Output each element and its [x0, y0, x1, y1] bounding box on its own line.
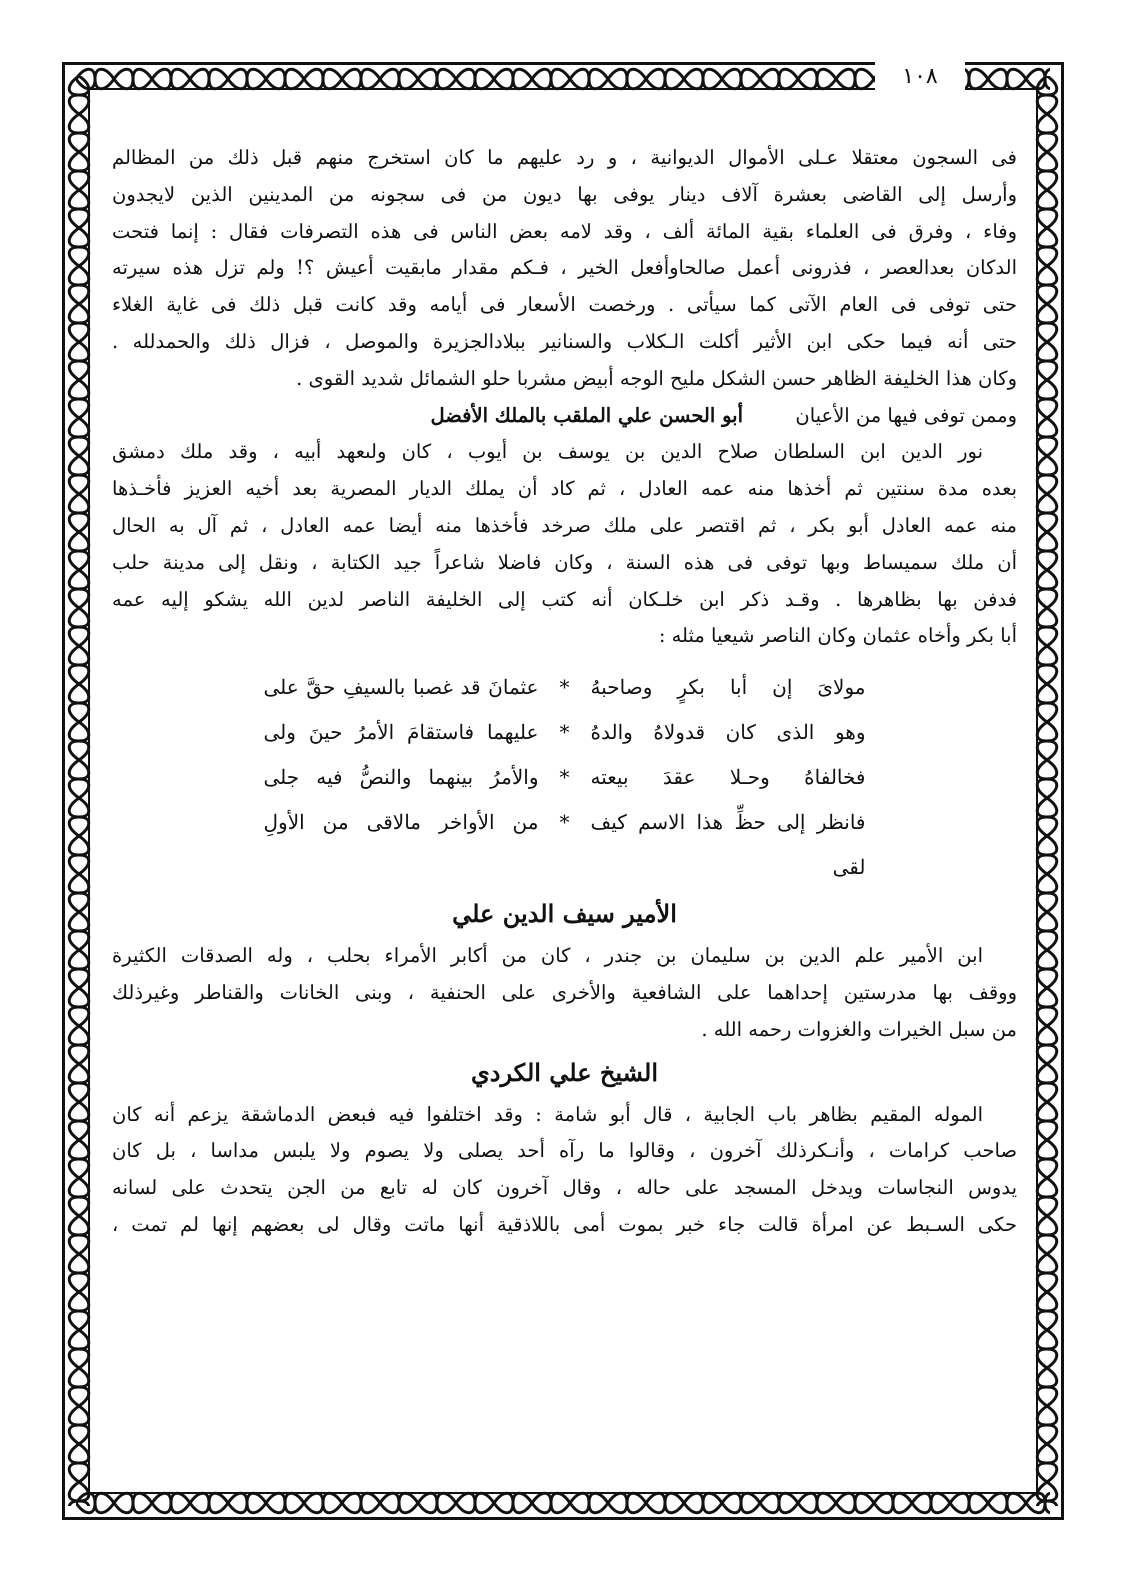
verse-right-hemistich: فانظر إلى حظِّ هذا الاسم كيف لقى [590, 810, 866, 880]
afdal-lead-text: وممن توفى فيها من الأعيان [795, 403, 1017, 427]
text-line: حكى السـبط عن امرأة قالت جاء خبر بموت أمى باللاذقية أنها ماتت وقال لى بعضهم إنها لم تمت ، [112, 1212, 1017, 1236]
text-line: فى السجون معتقلا عـلى الأموال الديوانية ، و رد عليهم ما كان استخرج منهم قبل ذلك من المظالم [112, 146, 1017, 169]
chain-ornament-left [64, 76, 94, 1506]
paragraph-sayf [112, 938, 1017, 1048]
sayf-heading: الأمير سيف الدين علي [452, 899, 677, 929]
chain-ornament-bottom [76, 1488, 1050, 1518]
page-number-box [875, 60, 965, 92]
text-line: بعده مدة سنتين ثم أخذها منه عمه العادل ، ثم كاد أن يملك الديار المصرية بعد أخيه العزيز فأخـذها [112, 477, 1017, 501]
text-line: أبا بكر وأخاه عثمان وكان الناصر شيعيا مثله : [658, 624, 1017, 648]
text-line: أن ملك سميساط وبها توفى فى هذه السنة ، وكان فاضلا شاعراً جيد الكتابة ، ونقل إلى مدينة حلب [112, 550, 1017, 574]
poem-verse [112, 710, 1017, 755]
verse-left-hemistich: والأمرُ بينهما والنصُّ فيه جلى [263, 765, 539, 790]
poem-verse [112, 665, 1017, 710]
verse-left-hemistich: من الأواخر مالاقى من الأولِ [263, 810, 539, 835]
verse-left-hemistich: عليهما فاستقامَ الأمرُ حينَ ولى [263, 720, 539, 745]
verse-right-hemistich: مولاىَ إن أبا بكرٍ وصاحبهُ [590, 675, 866, 700]
poem [112, 665, 1017, 890]
text-line: فدفن بها بظاهرها . وقـد ذكر ابن خلـكان أنه كتب إلى الخليفة الناصر لدين الله يشكو إليه عمه [112, 587, 1017, 611]
chain-ornament-right [1032, 76, 1062, 1506]
text-line: وكان هذا الخليفة الظاهر حسن الشكل مليح الوجه أبيض مشربا حلو الشمائل شديد القوى . [296, 366, 1017, 390]
verse-left-hemistich: عثمانَ قد غصبا بالسيفِ حقَّ على [263, 675, 539, 700]
text-line: وفاء ، وفرق فى العلماء بقية المائة ألف ، وقد لامه بعض الناس فى هذه التصرفات فقال : إنما فتحت [112, 219, 1017, 243]
paragraph-afdal [112, 434, 1017, 655]
text-line: حتى أنه فيما حكى ابن الأثير أكلت الـكلاب والسنانير ببلادالجزيرة والموصل ، فزال ذلك والحمدلله . [112, 329, 1017, 353]
text-line: ووقف بها مدرستين إحداهما على الشافعية والأخرى على الحنفية ، وبنى الخانات والقناطر وغيرذلك [112, 980, 1017, 1004]
text-line: وأرسل إلى القاضى بعشرة آلاف دينار يوفى بها ديون من فى سجونه من المدينين الذين لايجدون [112, 182, 1017, 206]
page-number: ١٠٨ [902, 63, 938, 89]
text-line: نور الدين ابن السلطان صلاح الدين بن يوسف بن أيوب ، كان ولىعهد أبيه ، وقد ملك دمشق [112, 440, 983, 464]
page-content [112, 140, 1017, 1244]
verse-separator-star: * [559, 675, 570, 700]
text-line: المولە المقيم بظاهر باب الجابية ، قال أبو شامة : وقد اختلفوا فيه فبعض الدماشقة يزعم أنه كان [112, 1102, 983, 1126]
poem-verse [112, 800, 1017, 890]
verse-right-hemistich: فخالفاهُ وحـلا عقدَ بيعته [590, 765, 866, 790]
text-line: الدكان بعدالعصر ، فذرونى أعمل صالحاوأفعل الخير ، فـكم مقدار مابقيت أعيش ؟! ولم تزل هذه سيرته [112, 256, 1017, 280]
text-line: ابن الأمير علم الدين بن سليمان بن جندر ، كان من أكابر الأمراء بحلب ، وله الصدقات الكثيرة [112, 944, 983, 968]
verse-separator-star: * [559, 765, 570, 790]
afdal-heading: أبو الحسن علي الملقب بالملك الأفضل [430, 403, 743, 427]
paragraph-kurdi [112, 1097, 1017, 1244]
text-line: حتى توفى فى العام الآتى كما سيأتى . ورخصت الأسعار فى أيامه وقد كانت قبل ذلك فى غاية الغلاء [112, 293, 1017, 317]
text-line: صاحب كرامات ، وأنـكرذلك آخرون ، وقالوا ما رآه أحد يصلى ولا يصوم ولا يلبس مداسا ، بل كان [112, 1139, 1017, 1163]
poem-verse [112, 755, 1017, 800]
text-line: منه عمه العادل أبو بكر ، ثم اقتصر على ملك صرخد فأخذها منه أيضا عمه العادل ، ثم آل به الحال [112, 513, 1017, 537]
text-line: يدوس النجاسات ويدخل المسجد على حاله ، وقال آخرون كان له تابع من الجن يتحدث على لسانه [112, 1176, 1017, 1200]
kurdi-heading: الشيخ علي الكردي [470, 1057, 659, 1087]
verse-right-hemistich: وهو الذى كان قدولاهُ والدهُ [590, 720, 866, 745]
verse-separator-star: * [559, 810, 570, 835]
paragraph-intro [112, 140, 1017, 398]
text-line: من سبل الخيرات والغزوات رحمه الله . [701, 1017, 1017, 1041]
afdal-heading-line [112, 398, 1017, 435]
verse-separator-star: * [559, 720, 570, 745]
